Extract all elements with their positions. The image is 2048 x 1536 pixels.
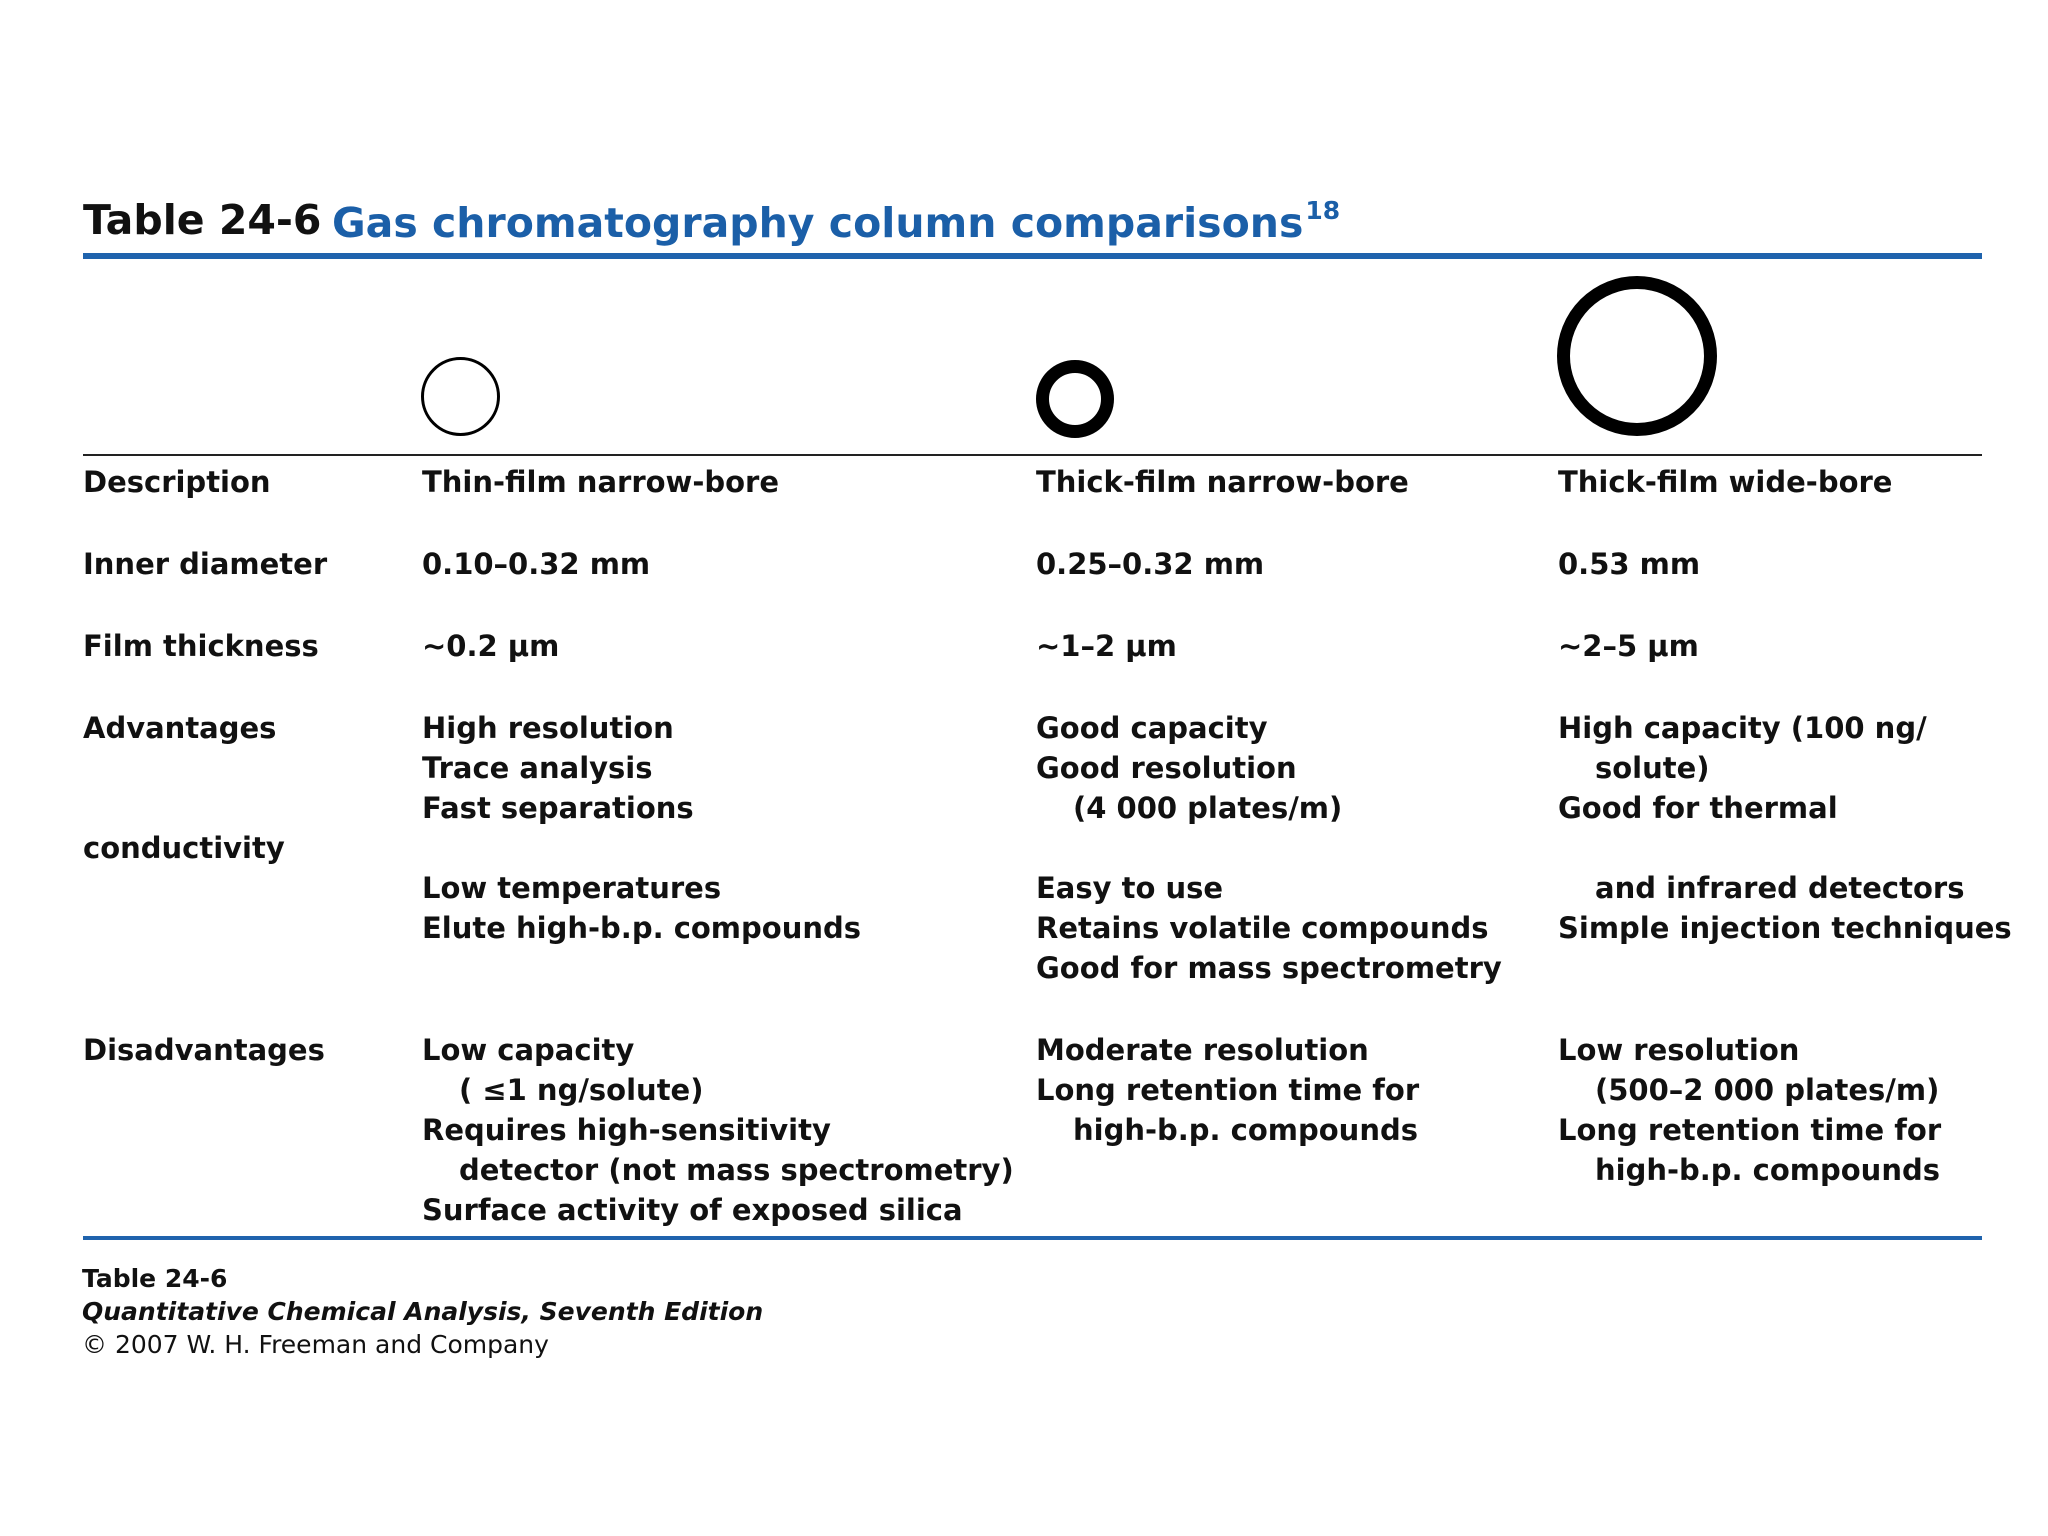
header-rule [83, 454, 1982, 456]
advantage-item: Elute high-b.p. compounds [422, 911, 862, 945]
disadvantage-item: Long retention time for [1558, 1113, 1942, 1147]
row-label-description: Description [83, 465, 271, 499]
advantage-item: Retains volatile compounds [1036, 911, 1489, 945]
film-thickness-col2: ~1–2 μm [1036, 629, 1177, 663]
advantage-item: Fast separations [422, 791, 694, 825]
disadvantage-item: Moderate resolution [1036, 1033, 1369, 1067]
footer-copyright: © 2007 W. H. Freeman and Company [82, 1330, 549, 1359]
disadvantage-item: Surface activity of exposed silica [422, 1193, 963, 1227]
footer-book-title: Quantitative Chemical Analysis, Seventh Edition [82, 1297, 764, 1326]
disadvantage-item: Requires high-sensitivity [422, 1113, 831, 1147]
row-label-disadvantages: Disadvantages [83, 1033, 325, 1067]
table-number: Table 24-6 [83, 196, 322, 244]
advantage-item: solute) [1595, 751, 1710, 785]
row-label-conductivity: conductivity [83, 831, 285, 865]
advantage-item: High resolution [422, 711, 674, 745]
advantage-item: Good capacity [1036, 711, 1268, 745]
disadvantage-item: Long retention time for [1036, 1073, 1420, 1107]
advantage-item: Good resolution [1036, 751, 1297, 785]
advantage-item: Low temperatures [422, 871, 722, 905]
advantage-item: Good for thermal [1558, 791, 1838, 825]
advantage-item: Trace analysis [422, 751, 653, 785]
thick-film-narrow-bore-circle-icon [1036, 360, 1114, 438]
advantage-item: Good for mass spectrometry [1036, 951, 1502, 985]
advantage-item: Simple injection techniques [1558, 911, 2012, 945]
table-title-text: Gas chromatography column comparisons [332, 199, 1304, 247]
thick-film-wide-bore-circle-icon [1557, 276, 1717, 436]
disadvantage-item: ( ≤1 ng/solute) [459, 1073, 704, 1107]
description-col2: Thick-film narrow-bore [1036, 465, 1409, 499]
row-label-advantages: Advantages [83, 711, 277, 745]
inner-diameter-col2: 0.25–0.32 mm [1036, 547, 1265, 581]
inner-diameter-col3: 0.53 mm [1558, 547, 1701, 581]
disadvantage-item: high-b.p. compounds [1595, 1153, 1940, 1187]
description-col3: Thick-film wide-bore [1558, 465, 1893, 499]
row-label-film-thickness: Film thickness [83, 629, 319, 663]
advantage-item: (4 000 plates/m) [1073, 791, 1343, 825]
film-thickness-col3: ~2–5 μm [1558, 629, 1699, 663]
table-title [332, 196, 1340, 247]
thin-film-narrow-bore-circle-icon [421, 357, 500, 436]
footer-table-number: Table 24-6 [82, 1264, 228, 1293]
top-rule [83, 253, 1982, 259]
inner-diameter-col1: 0.10–0.32 mm [422, 547, 651, 581]
disadvantage-item: (500–2 000 plates/m) [1595, 1073, 1940, 1107]
advantage-item: Easy to use [1036, 871, 1224, 905]
bottom-rule [83, 1236, 1982, 1240]
advantage-item: and infrared detectors [1595, 871, 1965, 905]
source-footer [82, 1262, 763, 1361]
title-reference-superscript: 18 [1305, 196, 1341, 225]
disadvantage-item: Low capacity [422, 1033, 635, 1067]
description-col1: Thin-film narrow-bore [422, 465, 780, 499]
row-label-inner-diameter: Inner diameter [83, 547, 328, 581]
disadvantage-item: Low resolution [1558, 1033, 1800, 1067]
disadvantage-item: high-b.p. compounds [1073, 1113, 1418, 1147]
disadvantage-item: detector (not mass spectrometry) [459, 1153, 1014, 1187]
film-thickness-col1: ~0.2 μm [422, 629, 560, 663]
advantage-item: High capacity (100 ng/ [1558, 711, 1927, 745]
